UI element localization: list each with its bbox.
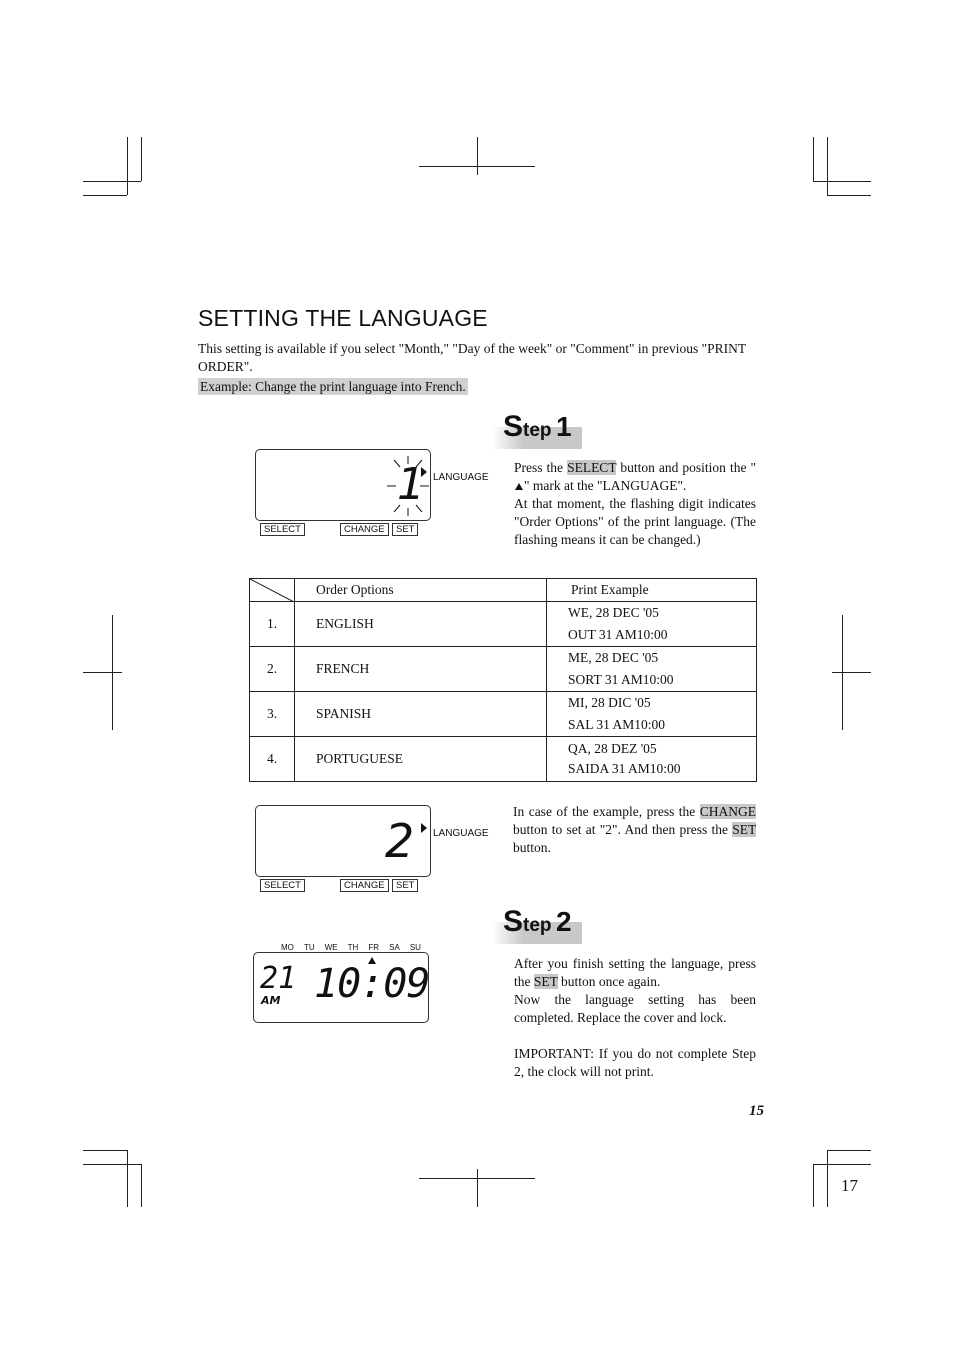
lcd-digit: 2 xyxy=(385,814,415,868)
example-text-b: button to set at "2". And then press the xyxy=(513,822,728,837)
step1-text-c: " mark at the "LANGUAGE". xyxy=(524,478,687,493)
crop-mark xyxy=(83,195,127,196)
header-print-example: Print Example xyxy=(547,579,757,602)
example-line: MI, 28 DIC '05 xyxy=(568,695,651,710)
table-row xyxy=(250,692,757,737)
crop-mark xyxy=(813,137,814,181)
table-row xyxy=(250,737,757,782)
set-button[interactable]: SET xyxy=(392,523,418,536)
language-label: LANGUAGE xyxy=(433,828,489,839)
registration-mark xyxy=(477,137,478,175)
select-highlight: SELECT xyxy=(567,460,617,475)
change-button[interactable]: CHANGE xyxy=(340,523,389,536)
example-line: WE, 28 DEC '05 xyxy=(568,605,659,620)
crop-mark xyxy=(83,1150,127,1151)
position-mark-icon xyxy=(421,823,427,833)
crop-mark xyxy=(827,195,871,196)
example-highlight: Example: Change the print language into French. xyxy=(200,379,466,394)
row-example xyxy=(547,602,757,647)
row-number: 3. xyxy=(250,692,295,737)
select-button[interactable]: SELECT xyxy=(260,523,305,536)
step2-cap: S xyxy=(503,905,524,938)
step2-heading xyxy=(503,905,572,939)
page-title: SETTING THE LANGUAGE xyxy=(198,305,488,331)
lcd-display-step1 xyxy=(255,449,431,521)
example-text-c: button. xyxy=(513,840,551,855)
weekday-label: WE xyxy=(324,943,338,952)
diagonal-header-cell xyxy=(250,579,295,602)
language-label: LANGUAGE xyxy=(433,472,489,483)
step2-text-a: After you finish setting the language, press the xyxy=(514,956,756,989)
crop-mark xyxy=(813,1164,814,1207)
example-line: SAL 31 AM10:00 xyxy=(568,717,666,732)
row-example xyxy=(547,647,757,692)
step2-text-b: button once again. xyxy=(561,974,661,989)
row-option: ENGLISH xyxy=(295,602,547,647)
set-highlight: SET xyxy=(732,822,757,837)
weekday-label: SU xyxy=(409,943,421,952)
weekday-label: MO xyxy=(281,943,294,952)
lcd-clock-display xyxy=(253,952,429,1023)
table-row xyxy=(250,602,757,647)
row-number: 1. xyxy=(250,602,295,647)
order-options-table xyxy=(249,578,757,782)
outer-page-number: 17 xyxy=(841,1176,858,1195)
step2-text-c: Now the language setting has been completed. Replace the cover and lock. xyxy=(514,992,756,1025)
crop-mark xyxy=(141,137,142,181)
select-button[interactable]: SELECT xyxy=(260,879,305,892)
row-number: 4. xyxy=(250,737,295,782)
lcd-display-example xyxy=(255,805,431,877)
step2-text-d: IMPORTANT: If you do not complete Step 2, the clock will not print. xyxy=(514,1046,756,1079)
clock-date: 21 xyxy=(260,961,297,996)
position-mark-icon xyxy=(421,467,427,477)
crop-mark xyxy=(127,1150,128,1207)
up-triangle-icon xyxy=(515,483,523,490)
crop-mark xyxy=(813,1164,871,1165)
crop-mark xyxy=(813,181,871,182)
row-example xyxy=(547,692,757,737)
step2-number: 2 xyxy=(555,906,572,937)
step1-text xyxy=(514,459,756,549)
example-line: QA, 28 DEZ '05 xyxy=(568,741,657,756)
step2-rest: tep xyxy=(523,915,552,936)
registration-mark xyxy=(477,1169,478,1207)
crop-mark xyxy=(83,1164,141,1165)
weekday-label: TU xyxy=(303,943,315,952)
step1-text-d: At that moment, the flashing digit indicates "Order Options" of the print language. (The flashing means it can be changed.) xyxy=(514,496,756,547)
crop-mark xyxy=(127,137,128,195)
set-highlight: SET xyxy=(533,974,558,989)
example-line: SAIDA 31 AM10:00 xyxy=(568,761,681,776)
weekday-labels xyxy=(281,943,421,952)
step2-text xyxy=(514,955,756,1081)
crop-mark xyxy=(827,1150,828,1207)
step1-rest: tep xyxy=(523,420,552,441)
weekday-label: TH xyxy=(347,943,359,952)
intro-text: This setting is available if you select "Month," "Day of the week" or "Comment" in previous "PRINT ORDER". xyxy=(198,341,746,374)
lcd-digit: 1 xyxy=(397,459,425,510)
step1-number: 1 xyxy=(555,411,572,442)
step1-text-a: Press the xyxy=(514,460,564,475)
header-order-options: Order Options xyxy=(295,579,547,602)
change-button[interactable]: CHANGE xyxy=(340,879,389,892)
weekday-label: SA xyxy=(389,943,400,952)
example-line: ME, 28 DEC '05 xyxy=(568,650,659,665)
table-header-row xyxy=(250,579,757,602)
step1-cap: S xyxy=(503,410,524,443)
registration-mark xyxy=(83,672,122,673)
example-line: SORT 31 AM10:00 xyxy=(568,672,674,687)
clock-time: 10:09 xyxy=(314,961,430,1007)
inner-page-number: 15 xyxy=(749,1103,764,1119)
crop-mark xyxy=(827,137,828,195)
weekday-label: FR xyxy=(368,943,380,952)
row-example xyxy=(547,737,757,782)
crop-mark xyxy=(83,181,141,182)
row-option: SPANISH xyxy=(295,692,547,737)
table-row xyxy=(250,647,757,692)
row-number: 2. xyxy=(250,647,295,692)
example-text-a: In case of the example, press the xyxy=(513,804,696,819)
change-highlight: CHANGE xyxy=(699,804,757,819)
step1-text-b: button and position the " xyxy=(620,460,756,475)
set-button[interactable]: SET xyxy=(392,879,418,892)
clock-ampm: AM xyxy=(261,994,281,1007)
row-option: PORTUGUESE xyxy=(295,737,547,782)
row-option: FRENCH xyxy=(295,647,547,692)
step1-heading xyxy=(503,410,572,444)
diagonal-line-icon xyxy=(250,579,294,602)
example-instructions xyxy=(513,803,756,857)
example-line: OUT 31 AM10:00 xyxy=(568,627,668,642)
crop-mark xyxy=(827,1150,871,1151)
registration-mark xyxy=(832,672,871,673)
crop-mark xyxy=(141,1164,142,1207)
